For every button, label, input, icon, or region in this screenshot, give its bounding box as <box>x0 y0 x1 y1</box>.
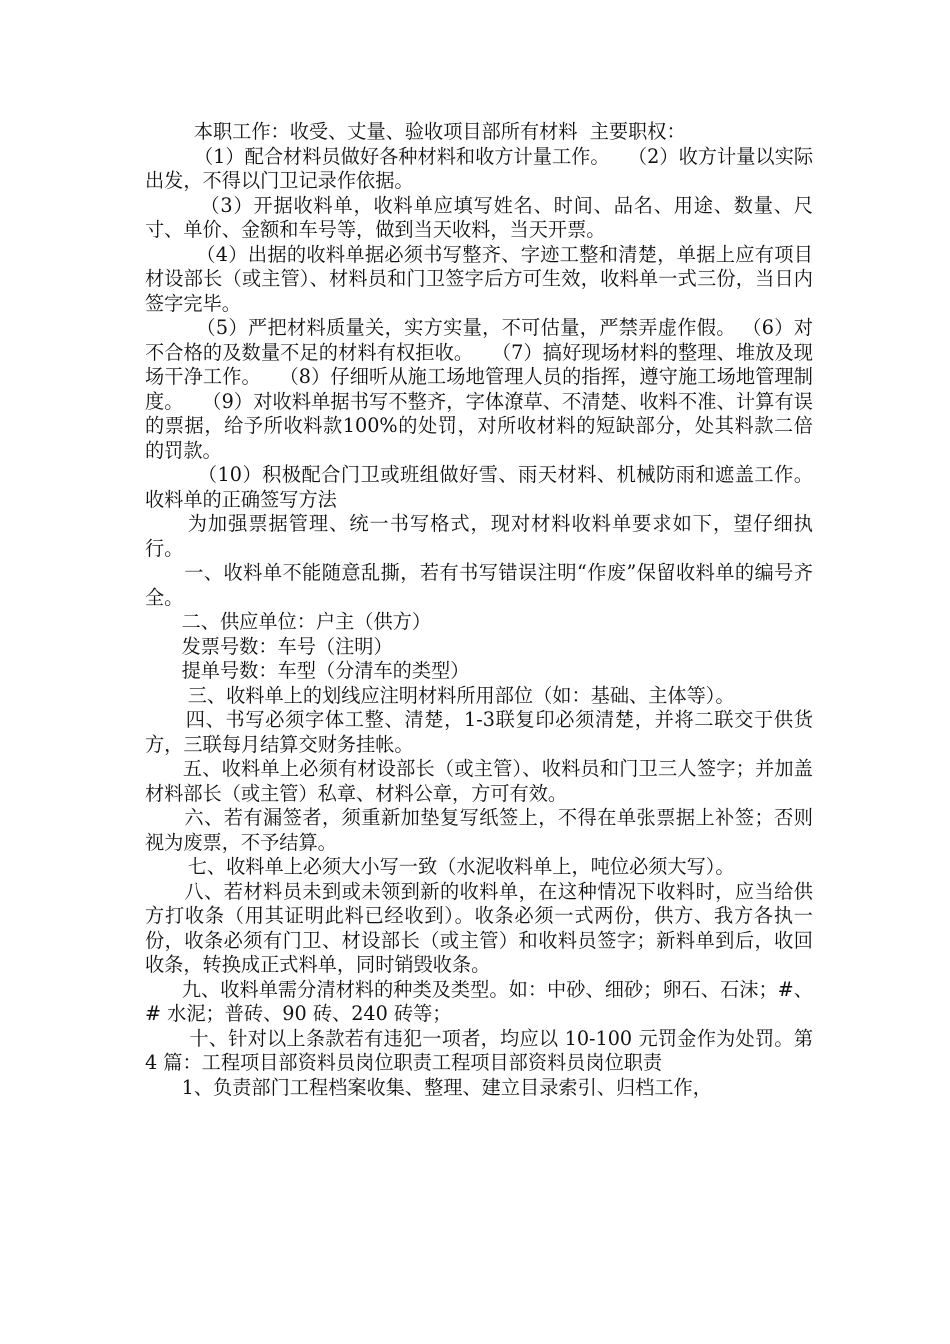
paragraph: 八、若材料员未到或未领到新的收料单，在这种情况下收料时，应当给供方打收条（用其证明此料已经收到）。收条必须一式两份，供方、我方各执一份，收条必须有门卫、材设部长（或主管）和收料员签字；新料单到后，收回收条，转换成正式料单，同时销毁收条。 <box>145 879 813 976</box>
paragraph: 提单号数：车型（分清车的类型） <box>145 659 470 682</box>
paragraph: 发票号数：车号（注明） <box>145 634 393 658</box>
paragraph: （1）配合材料员做好各种材料和收方计量工作。 （2）收方计量以实际出发，不得以门卫记录作依据。 <box>145 144 814 192</box>
paragraph: 九、收料单需分清材料的种类及类型。如：中砂、细砂；卵石、石沫；#、# 水泥；普砖、90 砖、240 砖等； <box>145 977 813 1025</box>
paragraph: 六、若有漏签者，须重新加垫复写纸签上，不得在单张票据上补签；否则视为废票，不予结算。 <box>145 806 813 854</box>
paragraph: 1、负责部门工程档案收集、整理、建立目录索引、归档工作， <box>145 1075 712 1099</box>
paragraph: 十、针对以上条款若有违犯一项者，均应以 10-100 元罚金作为处罚。第 4 篇：工程项目部资料员岗位职责工程项目部资料员岗位职责 <box>145 1026 820 1074</box>
paragraph: 四、书写必须字体工整、清楚，1-3联复印必须清楚，并将二联交于供货方，三联每月结算交财务挂帐。 <box>145 708 813 756</box>
paragraph: 二、供应单位：户主（供方） <box>145 610 432 633</box>
paragraph: 三、收料单上的划线应注明材料所用部位（如：基础、主体等）。 <box>145 683 735 707</box>
paragraph: （10）积极配合门卫或班组做好雪、雨天材料、机械防雨和遮盖工作。 收料单的正确签写方法 <box>145 463 820 511</box>
paragraph: （5）严把材料质量关，实方实量，不可估量，严禁弄虚作假。 （6）对不合格的及数量不足的材料有权拒收。 （7）搞好现场材料的整理、堆放及现场干净工作。 （8）仔细听从施工场地管理人员的指挥，遵守施工场地管理制度。 （9）对收料单据书写不整齐，字体潦草、不清楚、收料不准、计算有误的票据，给予所收料款100%的处罚，对所收材料的短缺部分，处其料款二倍的罚款。 <box>145 316 813 462</box>
paragraph: 七、收料单上必须大小写一致（水泥收料单上，吨位必须大写）。 <box>145 855 735 878</box>
paragraph: （4）出据的收料单据必须书写整齐、字迹工整和清楚，单据上应有项目材设部长（或主管）、材料员和门卫签字后方可生效，收料单一式三份，当日内签字完毕。 <box>145 242 813 315</box>
paragraph: 五、收料单上必须有材设部长（或主管）、收料员和门卫三人签字；并加盖材料部长（或主管）私章、材料公章，方可有效。 <box>145 757 813 805</box>
paragraph: 本职工作：收受、丈量、验收项目部所有材料 主要职权： <box>145 120 686 143</box>
paragraph: （3）开据收料单，收料单应填写姓名、时间、品名、用途、数量、尺寸、单价、金额和车号等，做到当天收料，当天开票。 <box>145 193 813 241</box>
document-body <box>145 120 820 1100</box>
paragraph: 一、收料单不能随意乱撕，若有书写错误注明“作废”保留收料单的编号齐全。 <box>145 561 813 609</box>
paragraph: 为加强票据管理、统一书写格式，现对材料收料单要求如下，望仔细执行。 <box>145 512 813 560</box>
